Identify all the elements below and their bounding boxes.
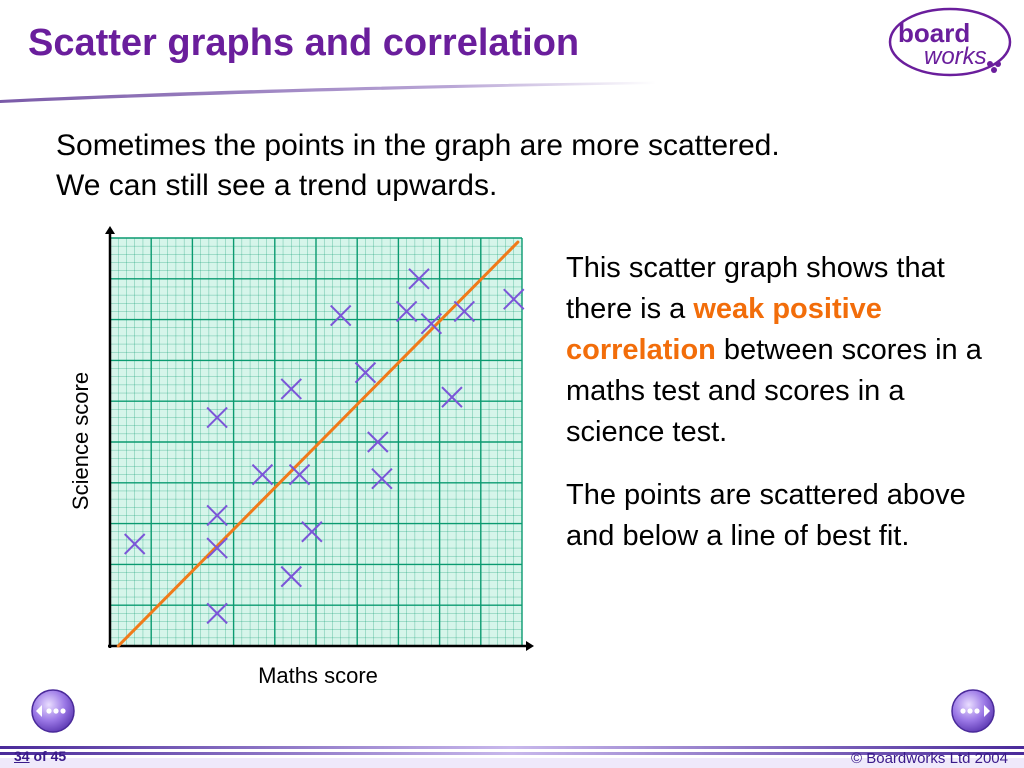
x-axis-arrow bbox=[526, 641, 534, 651]
copyright-notice: © Boardworks Ltd 2004 bbox=[851, 750, 1008, 767]
explanation-text-end: between scores in a maths test and scores in a science test. bbox=[566, 334, 982, 448]
page-separator: of bbox=[29, 748, 51, 764]
ellipsis-prev-icon bbox=[30, 688, 76, 734]
intro-line-2: We can still see a trend upwards. bbox=[56, 169, 498, 202]
explanation-paragraph-1 bbox=[566, 248, 986, 453]
boardworks-logo bbox=[884, 4, 1018, 85]
page-title: Scatter graphs and correlation bbox=[28, 22, 580, 64]
logo-text-works: works bbox=[924, 43, 987, 70]
intro-text bbox=[56, 126, 936, 206]
page-counter bbox=[14, 748, 66, 764]
explanation-paragraph-2: The points are scattered above and below a line of best fit. bbox=[566, 479, 966, 552]
intro-line-1: Sometimes the points in the graph are more scattered. bbox=[56, 129, 780, 162]
next-button[interactable] bbox=[950, 688, 996, 734]
weak-positive-correlation-highlight: weak positive correlation bbox=[566, 293, 882, 366]
scatter-chart bbox=[60, 222, 550, 692]
explanation-text bbox=[566, 248, 986, 579]
explanation-text-start: This scatter graph shows that there is a bbox=[566, 252, 945, 325]
ellipsis-next-icon bbox=[950, 688, 996, 734]
y-axis-label: Science score bbox=[68, 371, 93, 511]
previous-button[interactable] bbox=[30, 688, 76, 734]
total-pages: 45 bbox=[50, 748, 67, 764]
current-page-number: 34 bbox=[14, 748, 30, 764]
title-underline bbox=[0, 74, 1024, 104]
x-axis-label: Maths score bbox=[258, 663, 378, 688]
y-axis-arrow bbox=[105, 226, 115, 234]
logo-text-board: board bbox=[898, 18, 971, 48]
